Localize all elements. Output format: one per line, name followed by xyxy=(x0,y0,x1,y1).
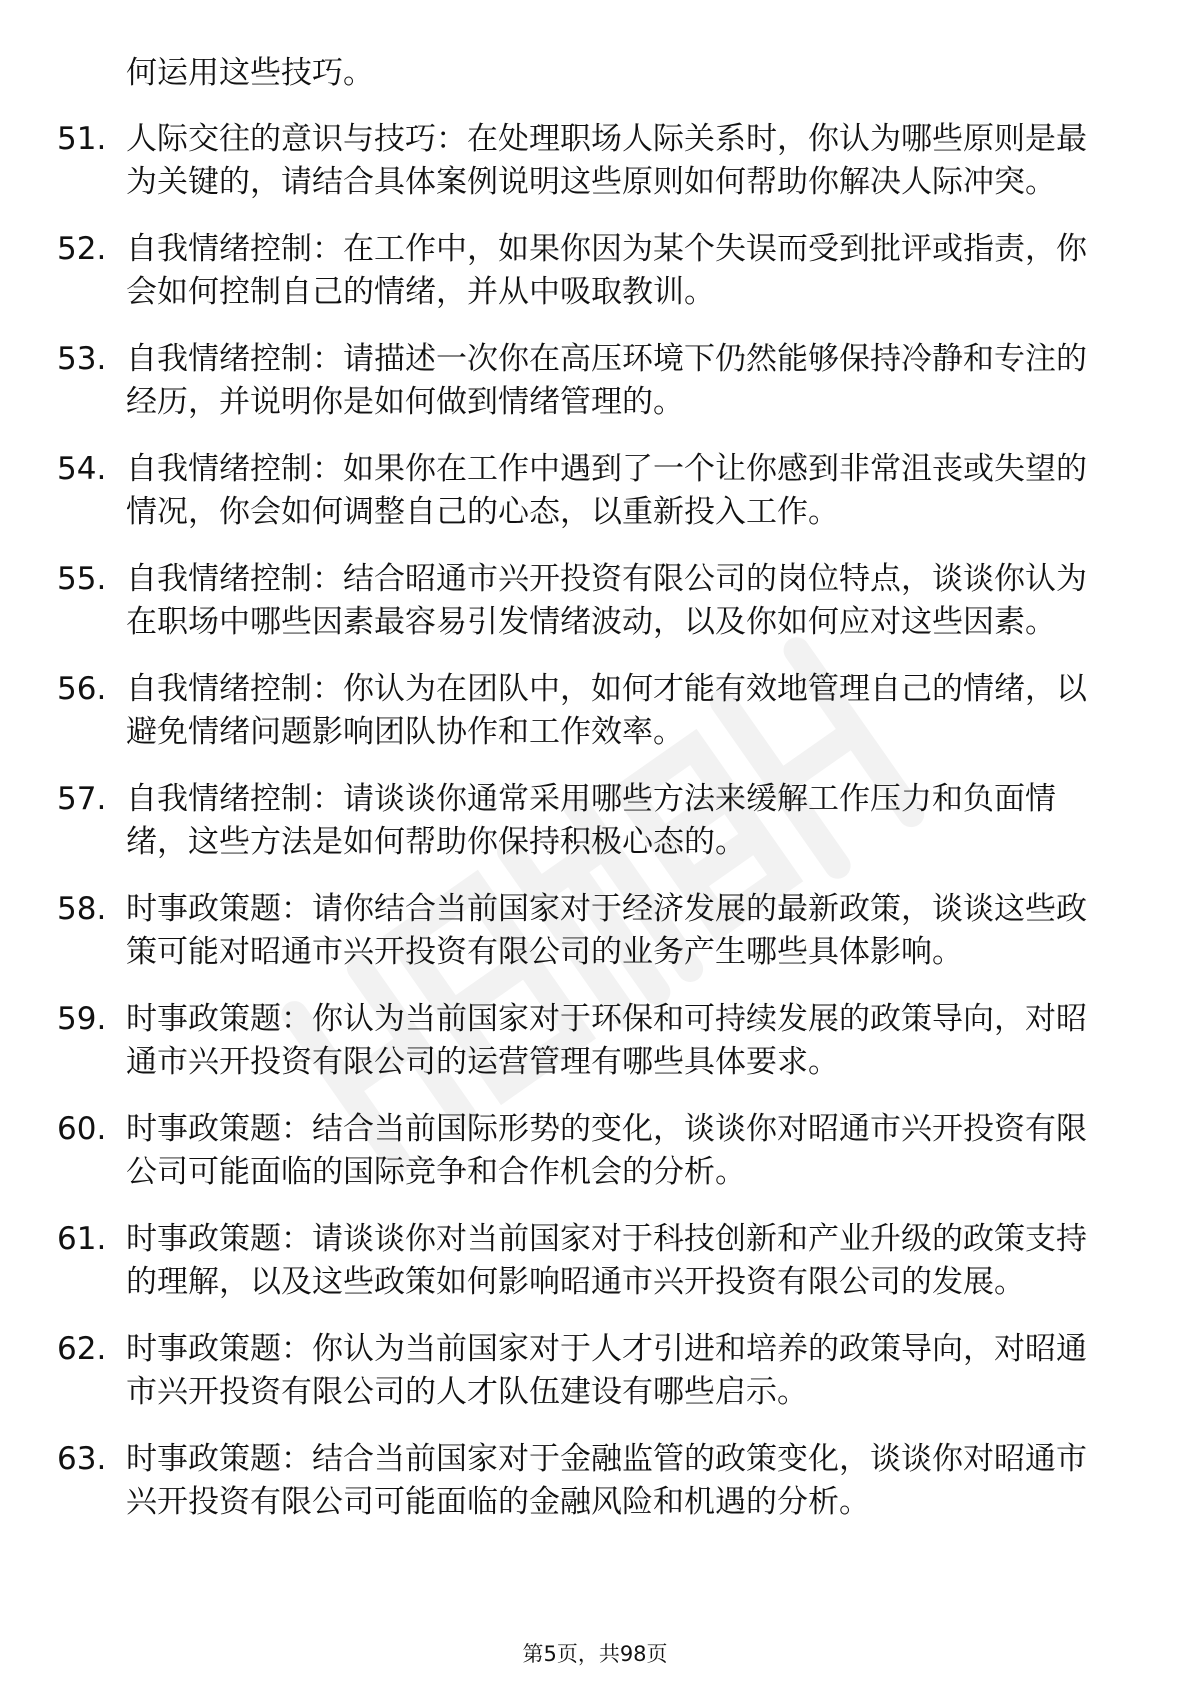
question-text: 时事政策题：你认为当前国家对于人才引进和培养的政策导向，对昭通市兴开投资有限公司的人才队伍建设有哪些启示。 xyxy=(126,1331,1087,1410)
question-item xyxy=(57,668,1107,754)
question-item xyxy=(57,998,1107,1084)
question-text: 时事政策题：你认为当前国家对于环保和可持续发展的政策导向，对昭通市兴开投资有限公司的运营管理有哪些具体要求。 xyxy=(126,1001,1087,1080)
question-number: 52. xyxy=(57,231,107,267)
continuation-text: 何运用这些技巧。 xyxy=(126,55,374,91)
question-text: 自我情绪控制：结合昭通市兴开投资有限公司的岗位特点，谈谈你认为在职场中哪些因素最容易引发情绪波动，以及你如何应对这些因素。 xyxy=(126,561,1087,640)
question-number: 58. xyxy=(57,891,107,927)
question-item xyxy=(57,888,1107,974)
question-text: 自我情绪控制：你认为在团队中，如何才能有效地管理自己的情绪，以避免情绪问题影响团队协作和工作效率。 xyxy=(126,671,1087,750)
question-text: 时事政策题：结合当前国际形势的变化，谈谈你对昭通市兴开投资有限公司可能面临的国际竞争和合作机会的分析。 xyxy=(126,1111,1087,1190)
question-text: 时事政策题：结合当前国家对于金融监管的政策变化，谈谈你对昭通市兴开投资有限公司可能面临的金融风险和机遇的分析。 xyxy=(126,1441,1087,1520)
question-number: 59. xyxy=(57,1001,107,1037)
question-text: 时事政策题：请你结合当前国家对于经济发展的最新政策，谈谈这些政策可能对昭通市兴开投资有限公司的业务产生哪些具体影响。 xyxy=(126,891,1087,970)
question-text: 自我情绪控制：请谈谈你通常采用哪些方法来缓解工作压力和负面情绪，这些方法是如何帮助你保持积极心态的。 xyxy=(126,781,1056,860)
question-item xyxy=(57,1218,1107,1304)
question-item xyxy=(57,778,1107,864)
question-number: 60. xyxy=(57,1111,107,1147)
question-item xyxy=(57,228,1107,314)
question-item xyxy=(57,448,1107,534)
question-text: 自我情绪控制：请描述一次你在高压环境下仍然能够保持冷静和专注的经历，并说明你是如何做到情绪管理的。 xyxy=(126,341,1087,420)
question-number: 55. xyxy=(57,561,107,597)
question-number: 61. xyxy=(57,1221,107,1257)
question-number: 51. xyxy=(57,121,107,157)
question-number: 56. xyxy=(57,671,107,707)
page-footer: 第5页，共98页 xyxy=(522,1642,668,1666)
question-list xyxy=(57,118,1107,1548)
question-text: 自我情绪控制：如果你在工作中遇到了一个让你感到非常沮丧或失望的情况，你会如何调整自己的心态，以重新投入工作。 xyxy=(126,451,1087,530)
question-item xyxy=(57,1328,1107,1414)
question-number: 53. xyxy=(57,341,107,377)
question-item xyxy=(57,118,1107,204)
question-text: 时事政策题：请谈谈你对当前国家对于科技创新和产业升级的政策支持的理解，以及这些政策如何影响昭通市兴开投资有限公司的发展。 xyxy=(126,1221,1087,1300)
question-text: 人际交往的意识与技巧：在处理职场人际关系时，你认为哪些原则是最为关键的，请结合具体案例说明这些原则如何帮助你解决人际冲突。 xyxy=(126,121,1087,200)
question-number: 57. xyxy=(57,781,107,817)
question-item xyxy=(57,338,1107,424)
question-item xyxy=(57,1438,1107,1524)
question-item xyxy=(57,1108,1107,1194)
question-number: 62. xyxy=(57,1331,107,1367)
question-number: 54. xyxy=(57,451,107,487)
question-text: 自我情绪控制：在工作中，如果你因为某个失误而受到批评或指责，你会如何控制自己的情绪，并从中吸取教训。 xyxy=(126,231,1087,310)
question-item xyxy=(57,558,1107,644)
question-number: 63. xyxy=(57,1441,107,1477)
